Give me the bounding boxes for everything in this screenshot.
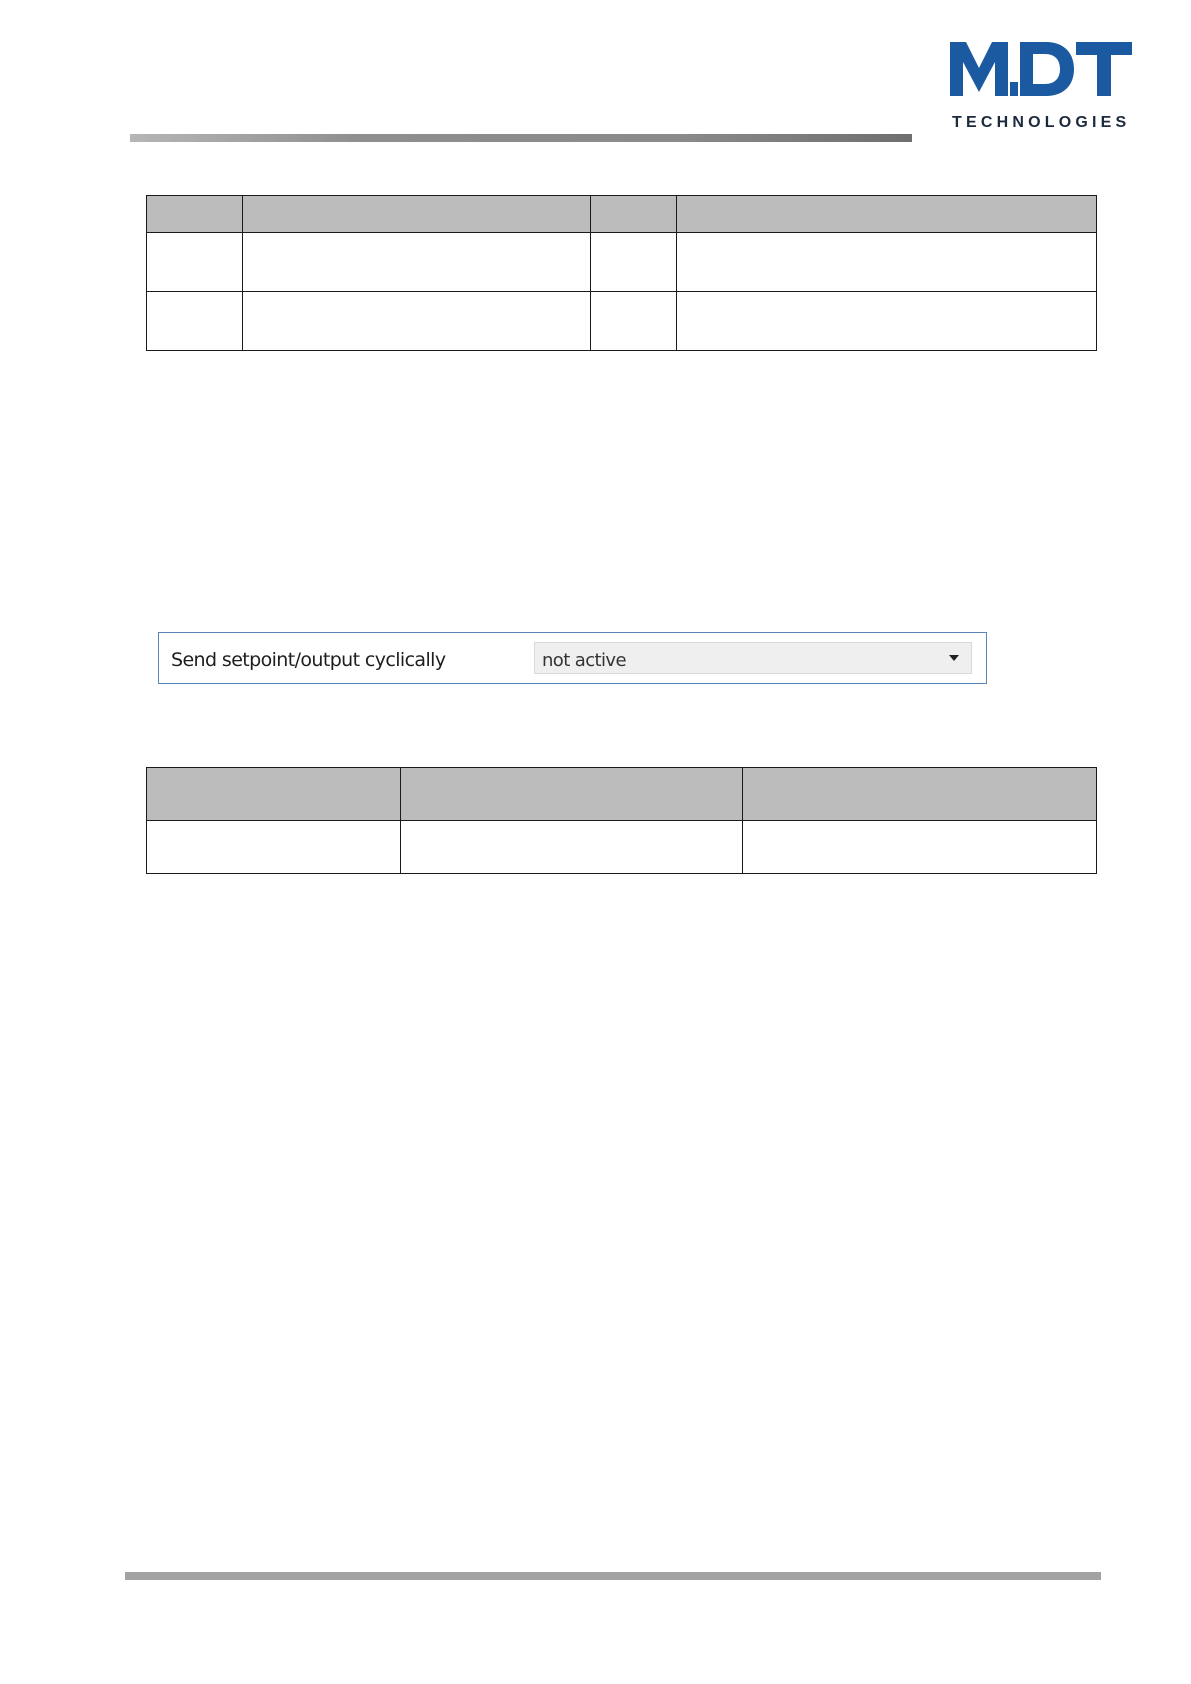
cyclic-send-dropdown[interactable] [534, 642, 972, 674]
table-cell [243, 233, 591, 292]
table-cell [743, 821, 1097, 874]
header-divider [130, 134, 912, 142]
table-cell [401, 821, 743, 874]
table-row [147, 821, 1097, 874]
table-header-cell [147, 196, 243, 233]
table-header-cell [677, 196, 1097, 233]
object-table [146, 195, 1097, 351]
mdt-logo [950, 42, 1132, 134]
table-cell [147, 821, 401, 874]
table-header-cell [243, 196, 591, 233]
settings-table [146, 767, 1097, 874]
table-cell [147, 233, 243, 292]
dropdown-value: not active [542, 650, 626, 671]
table-header-row [147, 768, 1097, 821]
table-row [147, 292, 1097, 351]
table-cell [677, 292, 1097, 351]
logo-subtitle: TECHNOLOGIES [952, 114, 1131, 131]
table-cell [243, 292, 591, 351]
footer-divider [125, 1572, 1101, 1580]
chevron-down-icon [949, 655, 959, 661]
table-cell [147, 292, 243, 351]
table-header-row [147, 196, 1097, 233]
parameter-label: Send setpoint/output cyclically [171, 649, 446, 671]
table-header-cell [591, 196, 677, 233]
table-header-cell [743, 768, 1097, 821]
table-header-cell [401, 768, 743, 821]
parameter-panel [158, 632, 987, 684]
table-cell [591, 292, 677, 351]
table-row [147, 233, 1097, 292]
table-cell [677, 233, 1097, 292]
mdt-logo-mark [950, 42, 1132, 102]
table-header-cell [147, 768, 401, 821]
table-cell [591, 233, 677, 292]
